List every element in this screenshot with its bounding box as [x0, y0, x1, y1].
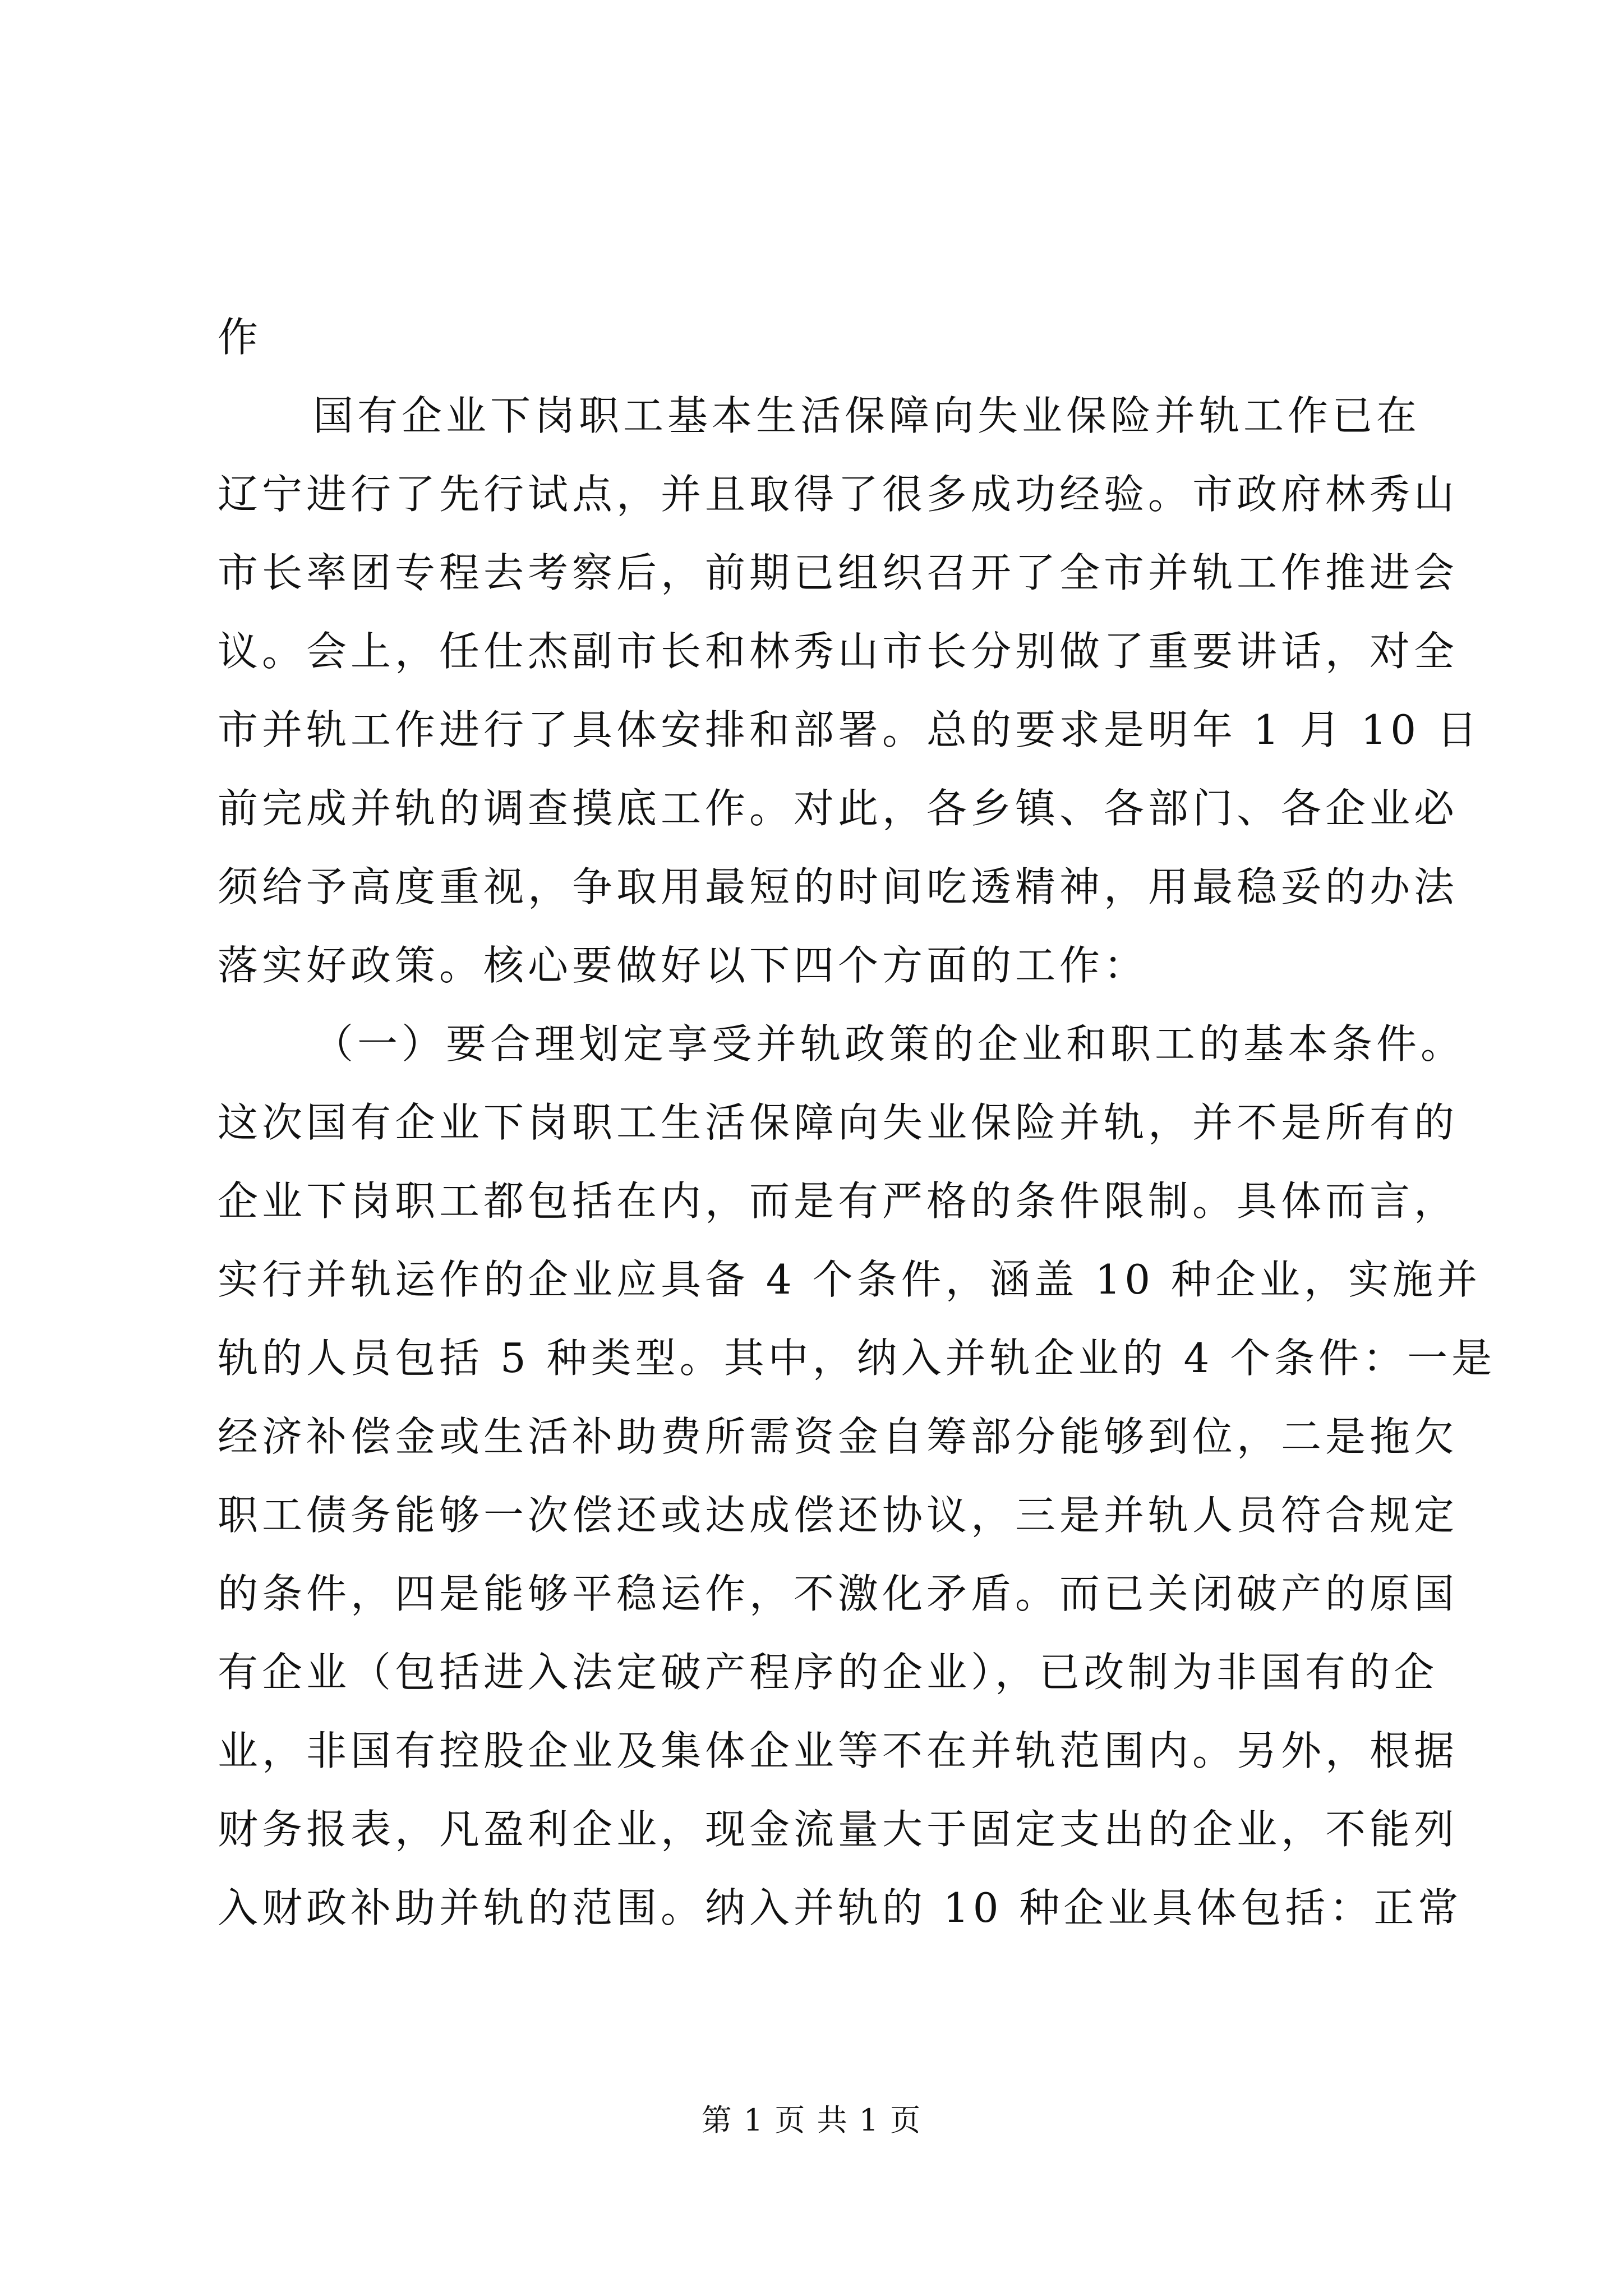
text-line: 辽宁进行了先行试点，并且取得了很多成功经验。市政府林秀山: [218, 471, 1459, 518]
text-line: 作: [218, 314, 262, 361]
text-line: 市并轨工作进行了具体安排和部署。总的要求是明年 1 月 10 日: [218, 706, 1481, 753]
text-line: 经济补偿金或生活补助费所需资金自筹部分能够到位，二是拖欠: [218, 1413, 1459, 1460]
text-line: 须给予高度重视，争取用最短的时间吃透精神，用最稳妥的办法: [218, 863, 1459, 910]
text-line: 实行并轨运作的企业应具备 4 个条件，涵盖 10 种企业，实施并: [218, 1256, 1481, 1303]
text-line: 入财政补助并轨的范围。纳入并轨的 10 种企业具体包括：正常: [218, 1884, 1463, 1931]
paragraph-start-line: 国有企业下岗职工基本生活保障向失业保险并轨工作已在: [313, 392, 1421, 439]
text-line: 企业下岗职工都包括在内，而是有严格的条件限制。具体而言，: [218, 1177, 1459, 1225]
text-line: 议。会上，任仕杰副市长和林秀山市长分别做了重要讲话，对全: [218, 628, 1459, 675]
text-line: 有企业（包括进入法定破产程序的企业），已改制为非国有的企: [218, 1649, 1438, 1696]
text-line: 财务报表，凡盈利企业，现金流量大于固定支出的企业，不能列: [218, 1806, 1459, 1853]
text-line: 前完成并轨的调查摸底工作。对此，各乡镇、各部门、各企业必: [218, 785, 1459, 832]
text-line: 的条件，四是能够平稳运作，不激化矛盾。而已关闭破产的原国: [218, 1570, 1459, 1617]
text-line: 业，非国有控股企业及集体企业等不在并轨范围内。另外，根据: [218, 1727, 1459, 1774]
text-line: 落实好政策。核心要做好以下四个方面的工作：: [218, 942, 1149, 989]
text-line: 市长率团专程去考察后，前期已组织召开了全市并轨工作推进会: [218, 549, 1459, 596]
text-line: 轨的人员包括 5 种类型。其中，纳入并轨企业的 4 个条件：一是: [218, 1335, 1496, 1382]
page-number-label: 第 1 页 共 1 页: [701, 2102, 922, 2138]
text-line: 职工债务能够一次偿还或达成偿还协议，三是并轨人员符合规定: [218, 1492, 1459, 1539]
document-body: [218, 298, 1496, 1947]
section-heading-line: （一）要合理划定享受并轨政策的企业和职工的基本条件。: [313, 1020, 1465, 1068]
text-line: 这次国有企业下岗职工生活保障向失业保险并轨，并不是所有的: [218, 1099, 1459, 1146]
page-footer: [0, 2101, 1623, 2140]
